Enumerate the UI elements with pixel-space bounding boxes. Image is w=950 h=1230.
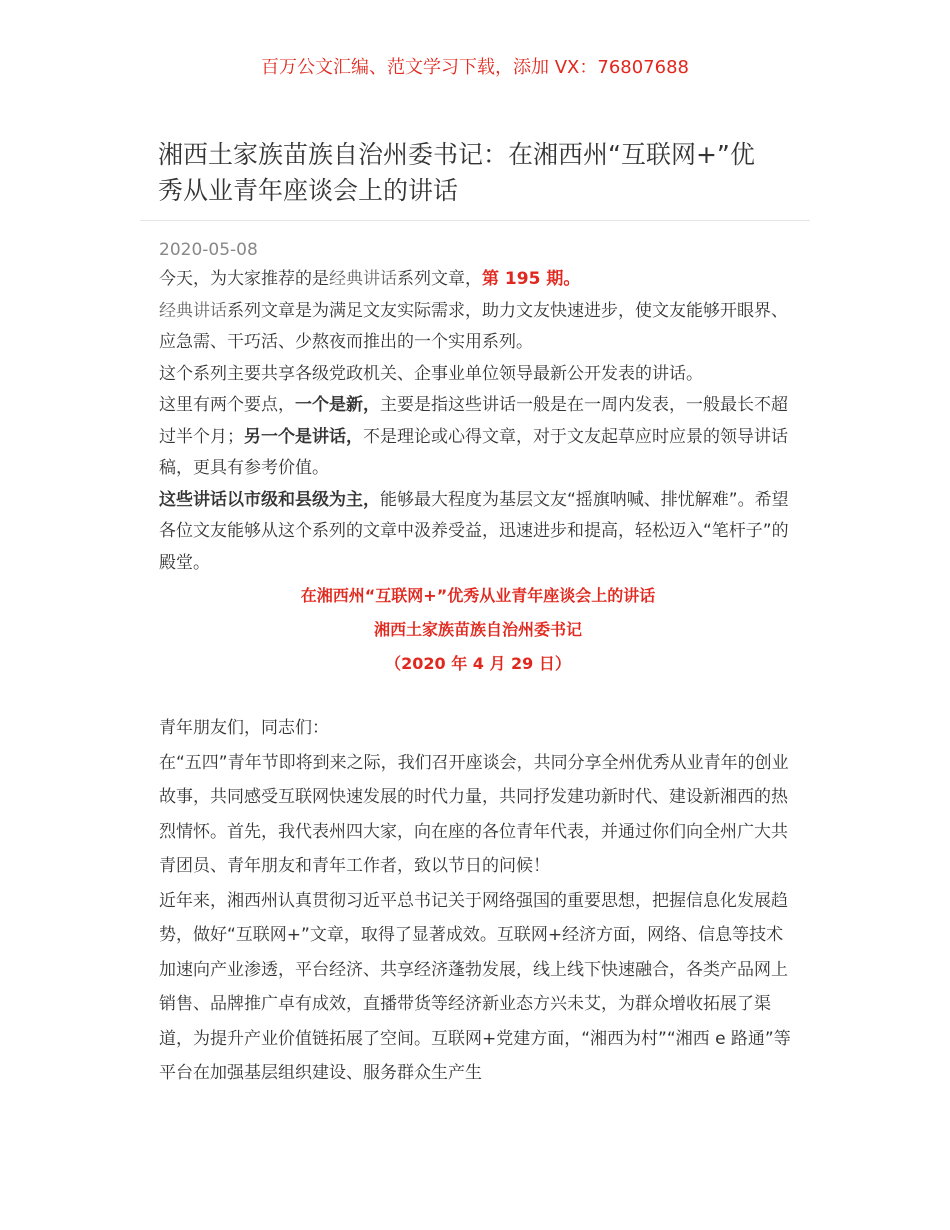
speech-salutation: 青年朋友们，同志们： [159,718,329,738]
speech-body [159,711,797,1091]
intro-paragraph-5: 这些讲话以市级和县级为主，能够最大程度为基层文友“摇旗呐喊、排忧解难”。希望各位文友能够从这个系列的文章中汲养受益，迅速进步和提高，轻松迈入“笔杆子”的殿堂。 [159,489,789,573]
publish-date: 2020-05-08 [159,240,258,260]
series-name: 经典讲话 [329,269,397,289]
intro-paragraph-4: 这里有两个要点，一个是新，主要是指这些讲话一般是在一周内发表，一般最长不超过半个月；另一个是讲话，不是理论或心得文章，对于文友起草应时应景的领导讲话稿，更具有参考价值。 [159,395,788,478]
intro-paragraph-2: 经典讲话系列文章是为满足文友实际需求，助力文友快速进步，使文友能够开眼界、应急需、干巧活、少熬夜而推出的一个实用系列。 [159,300,788,352]
intro-paragraph-3: 这个系列主要共享各级党政机关、企事业单位领导最新公开发表的讲话。 [159,363,703,384]
spacer [159,681,797,711]
speech-date: （2020 年 4 月 29 日） [385,654,571,673]
article-title: 湘西土家族苗族自治州委书记：在湘西州“互联网+”优秀从业青年座谈会上的讲话 [158,140,755,205]
article-body [159,264,797,1091]
intro-paragraph-1: 今天，为大家推荐的是经典讲话系列文章，第 195 期。 [159,269,581,289]
speech-speaker: 湘西土家族苗族自治州委书记 [373,620,582,639]
title-divider [140,220,810,221]
promo-banner: 百万公文汇编、范文学习下载，添加 VX：76807688 [261,57,689,78]
issue-number: 第 195 期。 [482,269,581,289]
speech-paragraph-2: 近年来，湘西州认真贯彻习近平总书记关于网络强国的重要思想，把握信息化发展趋势，做好“互联网+”文章，取得了显著成效。互联网+经济方面，网络、信息等技术加速向产业渗透，平台经济、共享经济蓬勃发展，线上线下快速融合，各类产品网上销售、品牌推广卓有成效，直播带货等经济新业态方兴未艾，为群众增收拓展了渠道，为提升产业价值链拓展了空间。互联网+党建方面，“湘西为村”“湘西 e 路通”等平台在加强基层组织建设、服务群众生产生 [159,890,791,1083]
speech-heading: 在湘西州“互联网+”优秀从业青年座谈会上的讲话 [300,586,656,605]
speech-paragraph-1: 在“五四”青年节即将到来之际，我们召开座谈会，共同分享全州优秀从业青年的创业故事，共同感受互联网快速发展的时代力量，共同抒发建功新时代、建设新湘西的热烈情怀。首先，我代表州四大家，向在座的各位青年代表，并通过你们向全州广大共青团员、青年朋友和青年工作者，致以节日的问候！ [159,752,789,876]
series-name: 经典讲话 [159,300,227,321]
